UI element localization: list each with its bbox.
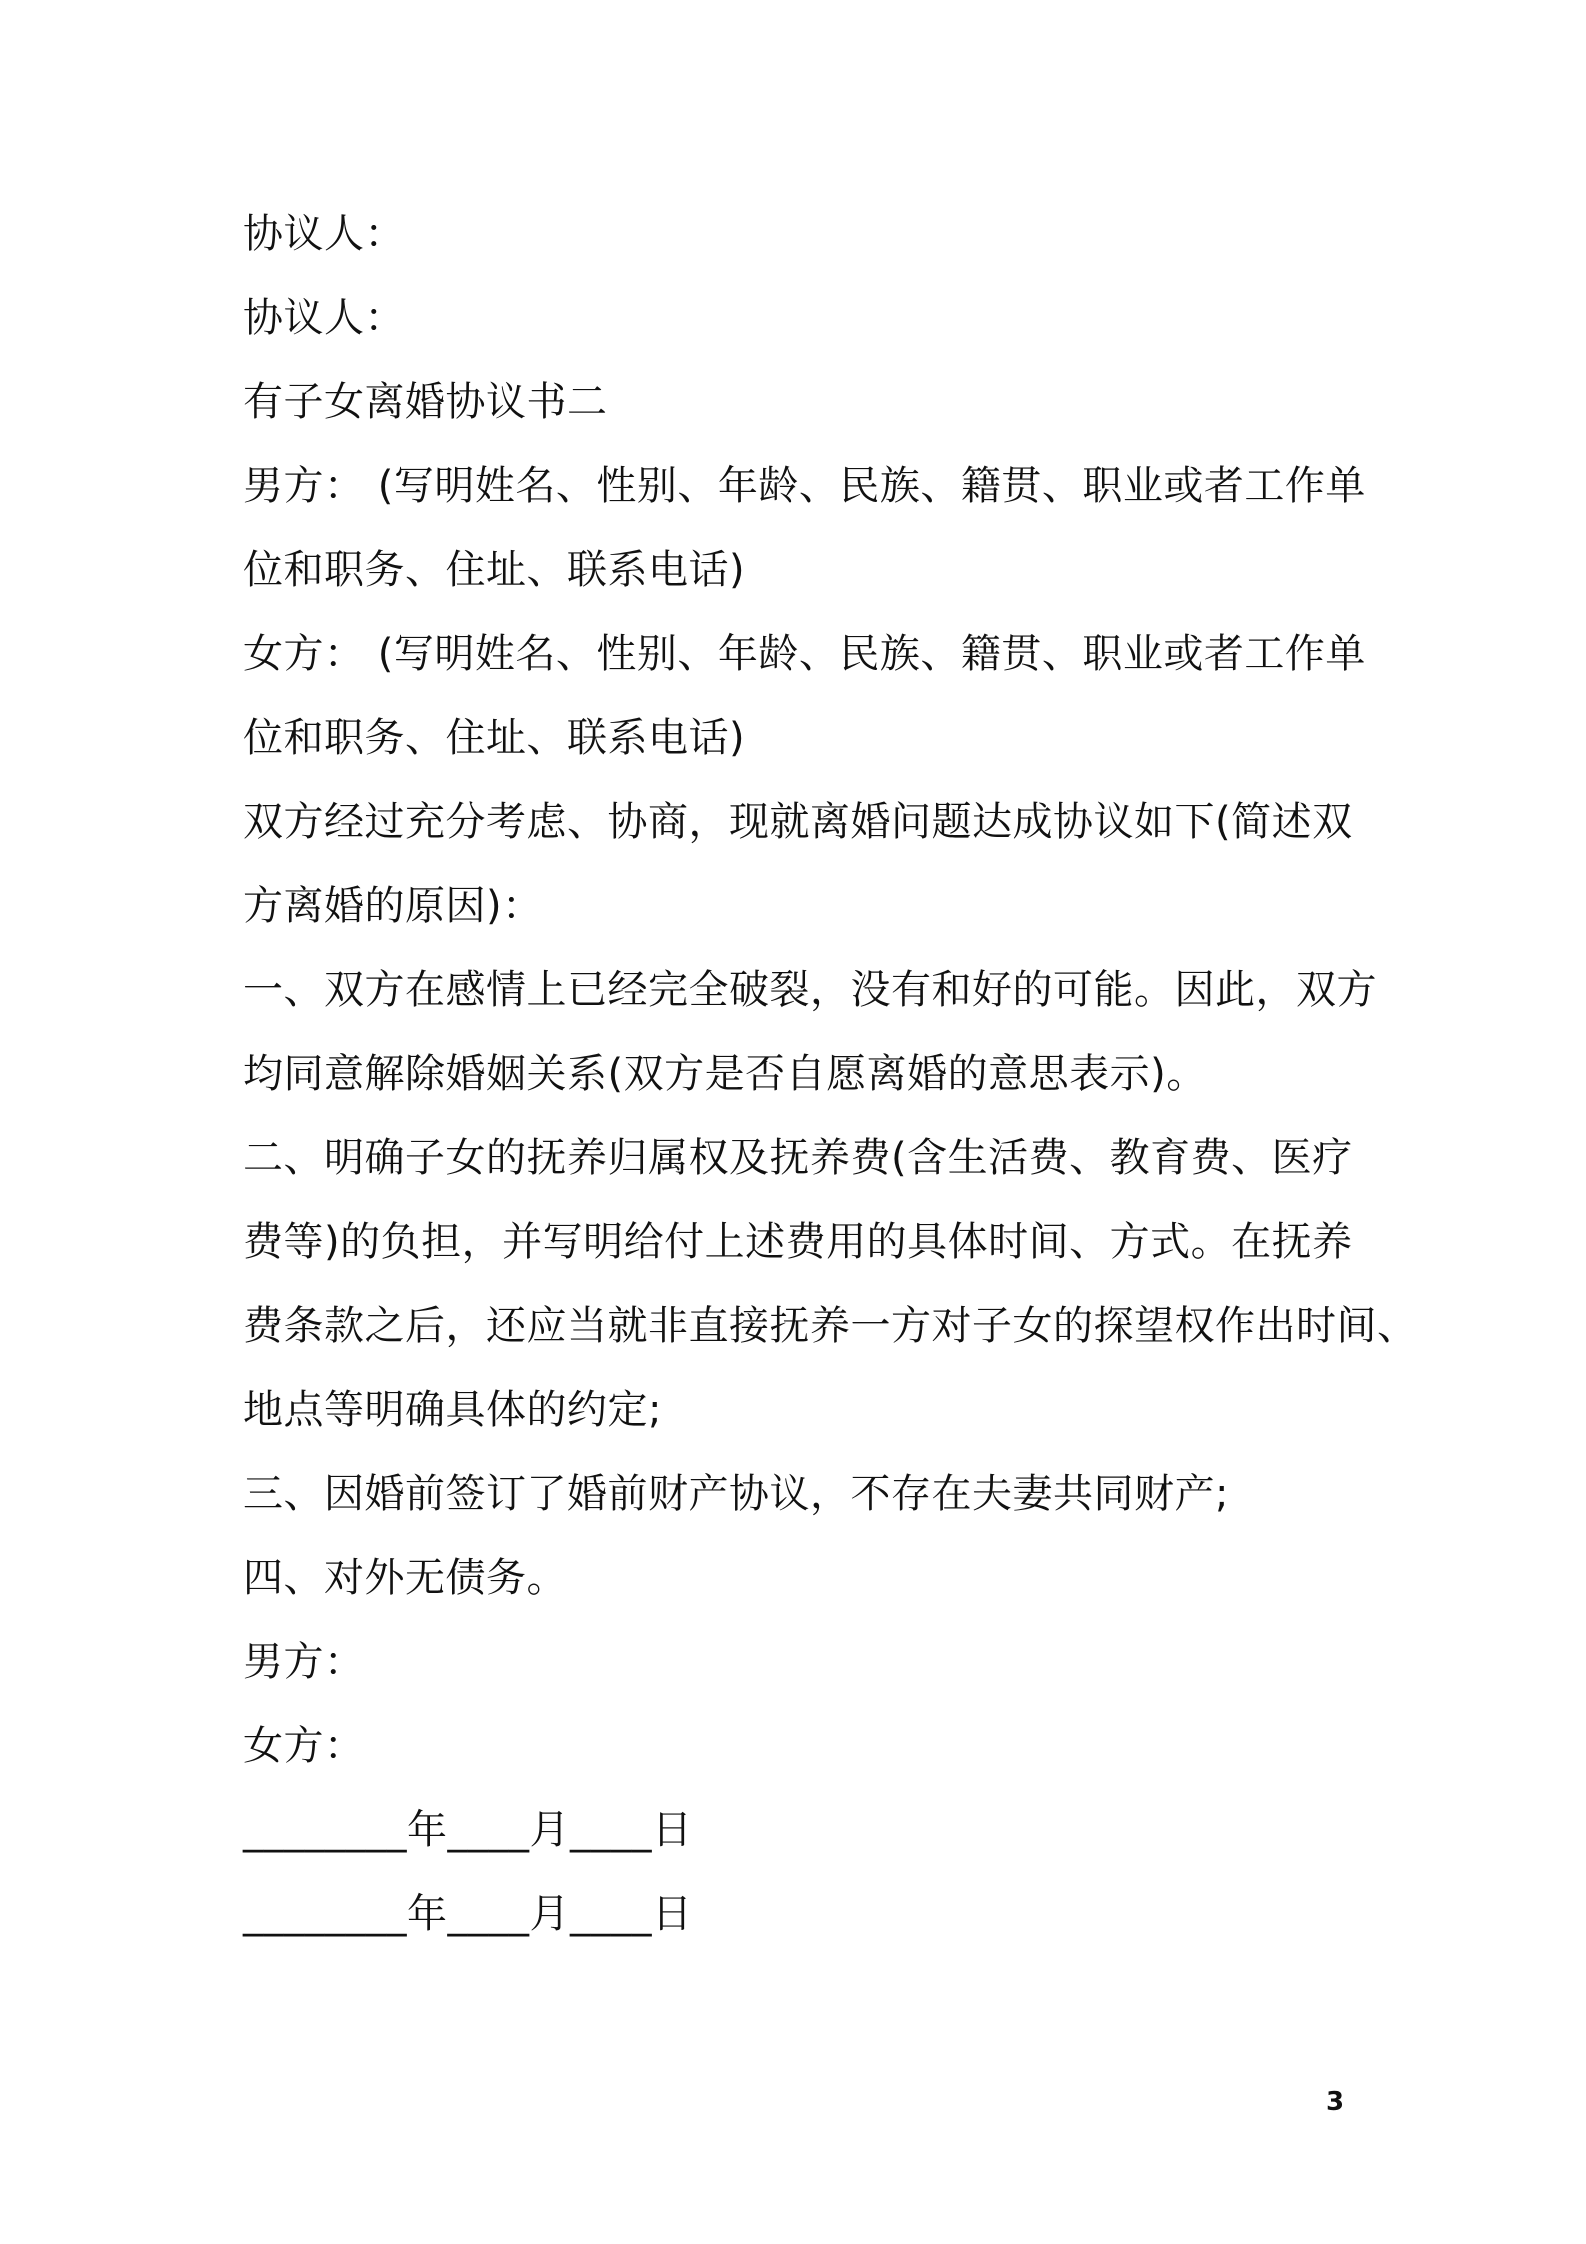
clause-4: 四、对外无债务。 xyxy=(243,1555,567,1601)
party-label-2: 协议人： xyxy=(243,295,405,341)
date-line-2: ________年____月____日 xyxy=(243,1891,693,1937)
party-label-1: 协议人： xyxy=(243,211,405,257)
clause-1-line-1: 一、双方在感情上已经完全破裂，没有和好的可能。因此，双方 xyxy=(243,967,1377,1013)
male-signature-label: 男方： xyxy=(243,1639,365,1685)
clause-2-line-4: 地点等明确具体的约定; xyxy=(243,1387,662,1433)
clause-3: 三、因婚前签订了婚前财产协议，不存在夫妻共同财产; xyxy=(243,1471,1229,1517)
female-signature-label: 女方： xyxy=(243,1723,365,1769)
female-party-line-1: 女方： (写明姓名、性别、年龄、民族、籍贯、职业或者工作单 xyxy=(243,631,1366,677)
date-line-1: ________年____月____日 xyxy=(243,1807,693,1853)
female-party-line-2: 位和职务、住址、联系电话) xyxy=(243,715,746,761)
clause-2-line-3: 费条款之后，还应当就非直接抚养一方对子女的探望权作出时间、 xyxy=(243,1303,1418,1349)
male-party-line-2: 位和职务、住址、联系电话) xyxy=(243,547,746,593)
intro-line-1: 双方经过充分考虑、协商，现就离婚问题达成协议如下(简述双 xyxy=(243,799,1353,845)
male-party-line-1: 男方： (写明姓名、性别、年龄、民族、籍贯、职业或者工作单 xyxy=(243,463,1366,509)
document-body xyxy=(243,192,1418,1956)
clause-1-line-2: 均同意解除婚姻关系(双方是否自愿离婚的意思表示)。 xyxy=(243,1051,1207,1097)
page-number: 3 xyxy=(1326,2087,1345,2117)
clause-2-line-2: 费等)的负担，并写明给付上述费用的具体时间、方式。在抚养 xyxy=(243,1219,1353,1265)
intro-line-2: 方离婚的原因)： xyxy=(243,883,543,929)
section-title: 有子女离婚协议书二 xyxy=(243,379,608,425)
clause-2-line-1: 二、明确子女的抚养归属权及抚养费(含生活费、教育费、医疗 xyxy=(243,1135,1353,1181)
